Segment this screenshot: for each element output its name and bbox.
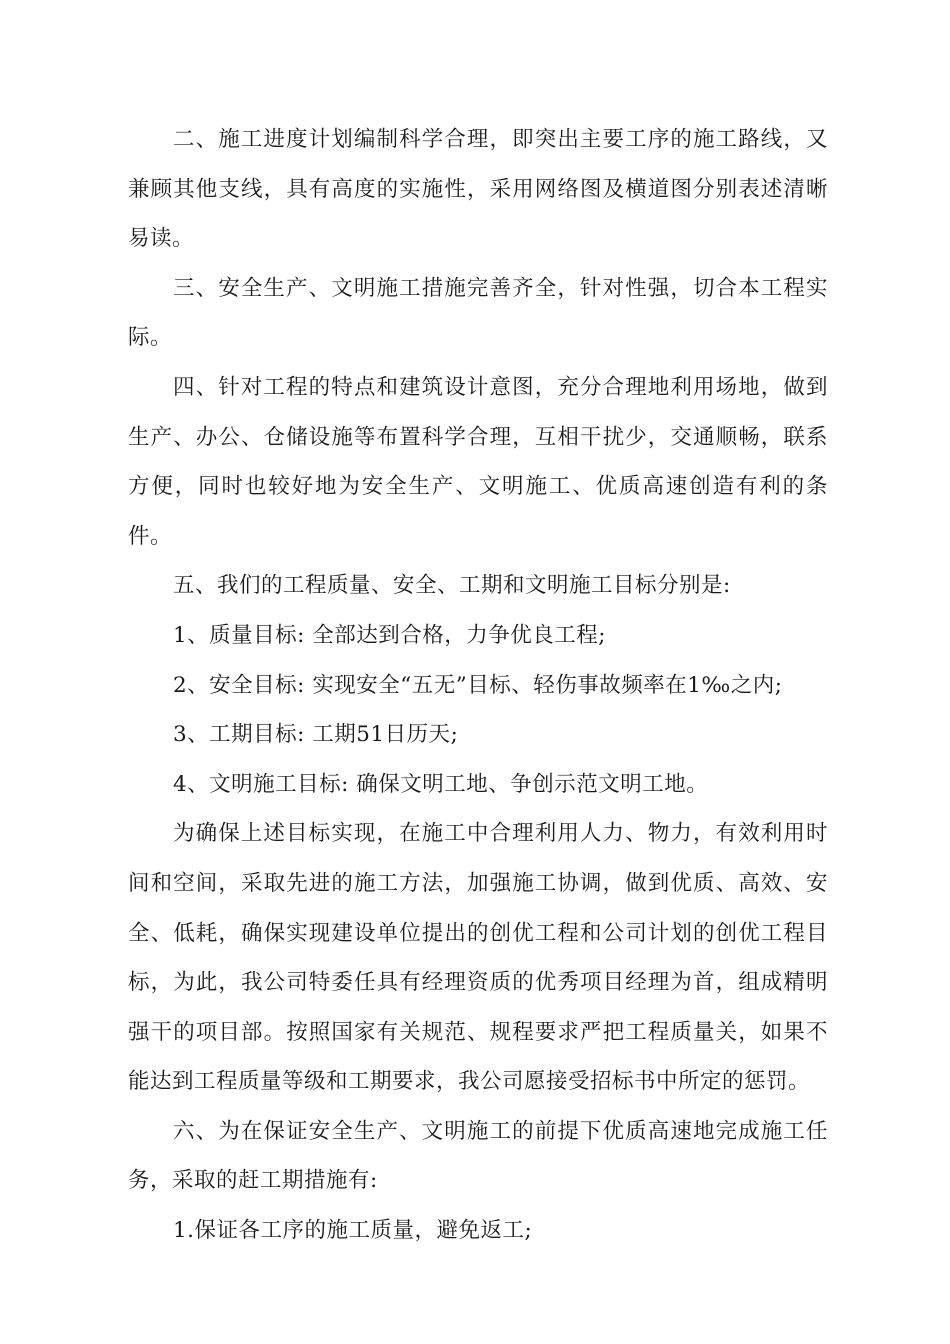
paragraph-safety-measures: 三、安全生产、文明施工措施完善齐全，针对性强，切合本工程实际。 [128, 275, 828, 351]
document-body [128, 115, 828, 1256]
list-item-civilized-target: 4、文明施工目标: 确保文明工地、争创示范文明工地。 [173, 771, 709, 797]
list-item-quality-target: 1、质量目标: 全部达到合格，力争优良工程; [173, 622, 607, 648]
paragraph-schedule-plan: 二、施工进度计划编制科学合理，即突出主要工序的施工路线，又兼顾其他支线，具有高度的实施性，采用网络图及横道图分别表述清晰易读。 [128, 127, 828, 252]
paragraph-implementation: 为确保上述目标实现，在施工中合理利用人力、物力，有效利用时间和空间，采取先进的施工方法，加强施工协调，做到优质、高效、安全、低耗，确保实现建设单位提出的创优工程和公司计划的创优工程目标，为此，我公司特委任具有经理资质的优秀项目经理为首，组成精明强干的项目部。按照国家有关规范、规程要求严把工程质量关，如果不能达到工程质量等级和工期要求，我公司愿接受招标书中所定的惩罚。 [128, 821, 828, 1095]
list-item-safety-target: 2、安全目标: 实现安全“五无”目标、轻伤事故频率在1‰之内; [173, 672, 783, 698]
list-item-duration-target: 3、工期目标: 工期51日历天; [173, 722, 459, 748]
paragraph-site-layout: 四、针对工程的特点和建筑设计意图，充分合理地利用场地，做到生产、办公、仓储设施等布置科学合理，互相干扰少，交通顺畅，联系方便，同时也较好地为安全生产、文明施工、优质高速创造有利的条件。 [128, 374, 828, 549]
list-item-measure-1: 1.保证各工序的施工质量，避免返工; [173, 1218, 533, 1244]
paragraph-targets-intro: 五、我们的工程质量、安全、工期和文明施工目标分别是: [173, 573, 731, 599]
paragraph-schedule-measures-intro: 六、为在保证安全生产、文明施工的前提下优质高速地完成施工任务，采取的赶工期措施有: [128, 1118, 828, 1194]
